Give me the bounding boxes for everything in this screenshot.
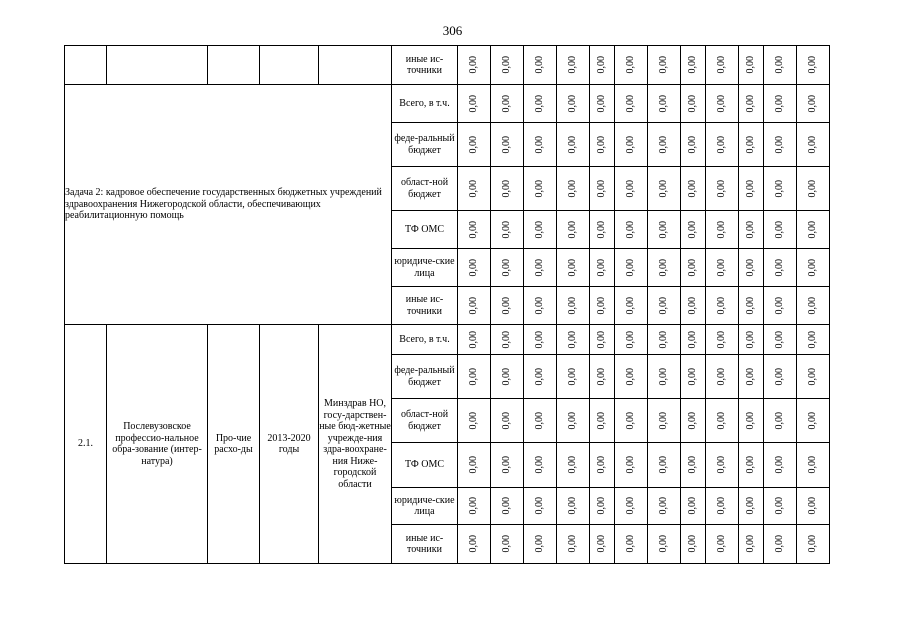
value-cell: 0,00 (739, 443, 764, 488)
value-cell: 0,00 (524, 123, 557, 167)
value-cell: 0,00 (590, 355, 615, 399)
source-label: иные ис-точники (392, 525, 458, 564)
value-cell: 0,00 (590, 211, 615, 249)
value-cell: 0,00 (681, 211, 706, 249)
value-cell: 0,00 (706, 488, 739, 525)
value-cell: 0,00 (524, 211, 557, 249)
value-cell: 0,00 (590, 399, 615, 443)
value-cell: 0,00 (681, 123, 706, 167)
value-cell: 0,00 (557, 525, 590, 564)
value-cell: 0,00 (764, 85, 797, 123)
item-expense-type: Про-чие расхо-ды (208, 325, 260, 564)
value-cell: 0,00 (681, 85, 706, 123)
value-cell: 0,00 (706, 525, 739, 564)
value-cell: 0,00 (491, 249, 524, 287)
source-label: феде-ральный бюджет (392, 123, 458, 167)
page-number: 306 (442, 23, 463, 38)
value-cell: 0,00 (615, 355, 648, 399)
value-cell: 0,00 (590, 443, 615, 488)
value-cell: 0,00 (491, 443, 524, 488)
value-cell: 0,00 (648, 123, 681, 167)
table-row (65, 325, 830, 355)
value-cell: 0,00 (615, 123, 648, 167)
value-cell: 0,00 (648, 85, 681, 123)
budget-table (64, 45, 830, 564)
value-cell: 0,00 (458, 46, 491, 85)
value-cell: 0,00 (681, 525, 706, 564)
value-cell: 0,00 (491, 488, 524, 525)
value-cell: 0,00 (615, 488, 648, 525)
value-cell: 0,00 (681, 488, 706, 525)
value-cell: 0,00 (739, 211, 764, 249)
value-cell: 0,00 (590, 325, 615, 355)
value-cell: 0,00 (590, 249, 615, 287)
value-cell: 0,00 (458, 85, 491, 123)
value-cell: 0,00 (739, 249, 764, 287)
item-period: 2013-2020 годы (260, 325, 319, 564)
value-cell: 0,00 (739, 123, 764, 167)
value-cell: 0,00 (615, 85, 648, 123)
value-cell: 0,00 (615, 325, 648, 355)
value-cell: 0,00 (681, 46, 706, 85)
value-cell: 0,00 (706, 46, 739, 85)
value-cell: 0,00 (524, 167, 557, 211)
value-cell: 0,00 (648, 488, 681, 525)
value-cell: 0,00 (491, 85, 524, 123)
value-cell: 0,00 (681, 287, 706, 325)
value-cell: 0,00 (681, 249, 706, 287)
value-cell: 0,00 (458, 287, 491, 325)
value-cell: 0,00 (458, 355, 491, 399)
value-cell: 0,00 (458, 488, 491, 525)
value-cell: 0,00 (458, 211, 491, 249)
value-cell: 0,00 (648, 249, 681, 287)
item-executor: Минздрав НО, госу-дарствен-ные бюд-жетные учрежде-ния здра-воохране-ния Ниже-городской области (319, 325, 392, 564)
source-label: иные ис-точники (392, 287, 458, 325)
value-cell: 0,00 (764, 123, 797, 167)
value-cell: 0,00 (524, 443, 557, 488)
value-cell: 0,00 (706, 211, 739, 249)
empty-cell (65, 46, 107, 85)
value-cell: 0,00 (706, 287, 739, 325)
source-label: феде-ральный бюджет (392, 355, 458, 399)
value-cell: 0,00 (797, 443, 830, 488)
value-cell: 0,00 (557, 211, 590, 249)
value-cell: 0,00 (648, 355, 681, 399)
value-cell: 0,00 (764, 211, 797, 249)
source-label: ТФ ОМС (392, 211, 458, 249)
value-cell: 0,00 (557, 399, 590, 443)
value-cell: 0,00 (524, 46, 557, 85)
value-cell: 0,00 (706, 123, 739, 167)
table-row (65, 46, 830, 85)
value-cell: 0,00 (648, 443, 681, 488)
value-cell: 0,00 (557, 325, 590, 355)
value-cell: 0,00 (557, 443, 590, 488)
value-cell: 0,00 (648, 287, 681, 325)
item-name: Послевузовское профессио-нальное обра-зование (интер-натура) (107, 325, 208, 564)
value-cell: 0,00 (557, 287, 590, 325)
value-cell: 0,00 (491, 399, 524, 443)
value-cell: 0,00 (764, 443, 797, 488)
value-cell: 0,00 (739, 167, 764, 211)
value-cell: 0,00 (524, 355, 557, 399)
value-cell: 0,00 (797, 488, 830, 525)
value-cell: 0,00 (458, 123, 491, 167)
value-cell: 0,00 (706, 399, 739, 443)
source-label: област-ной бюджет (392, 399, 458, 443)
value-cell: 0,00 (524, 399, 557, 443)
value-cell: 0,00 (557, 85, 590, 123)
value-cell: 0,00 (797, 355, 830, 399)
value-cell: 0,00 (524, 85, 557, 123)
value-cell: 0,00 (739, 46, 764, 85)
value-cell: 0,00 (681, 443, 706, 488)
source-label: юридиче-ские лица (392, 249, 458, 287)
value-cell: 0,00 (764, 46, 797, 85)
value-cell: 0,00 (491, 167, 524, 211)
value-cell: 0,00 (648, 325, 681, 355)
value-cell: 0,00 (557, 488, 590, 525)
source-label: Всего, в т.ч. (392, 325, 458, 355)
value-cell: 0,00 (739, 355, 764, 399)
value-cell: 0,00 (681, 167, 706, 211)
source-label: област-ной бюджет (392, 167, 458, 211)
task-heading: Задача 2: кадровое обеспечение государственных бюджетных учреждений здравоохранения Нижегородской области, обеспечивающих реабилитационную помощь (65, 85, 392, 325)
value-cell: 0,00 (491, 123, 524, 167)
value-cell: 0,00 (739, 488, 764, 525)
table-row (65, 85, 830, 123)
value-cell: 0,00 (458, 325, 491, 355)
value-cell: 0,00 (797, 399, 830, 443)
value-cell: 0,00 (648, 167, 681, 211)
value-cell: 0,00 (615, 249, 648, 287)
value-cell: 0,00 (491, 525, 524, 564)
value-cell: 0,00 (797, 287, 830, 325)
value-cell: 0,00 (764, 325, 797, 355)
value-cell: 0,00 (458, 525, 491, 564)
value-cell: 0,00 (764, 488, 797, 525)
value-cell: 0,00 (615, 525, 648, 564)
value-cell: 0,00 (739, 325, 764, 355)
value-cell: 0,00 (648, 525, 681, 564)
item-number: 2.1. (65, 325, 107, 564)
value-cell: 0,00 (524, 249, 557, 287)
value-cell: 0,00 (590, 85, 615, 123)
value-cell: 0,00 (590, 46, 615, 85)
value-cell: 0,00 (491, 211, 524, 249)
value-cell: 0,00 (648, 46, 681, 85)
value-cell: 0,00 (524, 287, 557, 325)
value-cell: 0,00 (491, 355, 524, 399)
empty-cell (107, 46, 208, 85)
value-cell: 0,00 (797, 211, 830, 249)
source-label: иные ис-точники (392, 46, 458, 85)
value-cell: 0,00 (764, 249, 797, 287)
value-cell: 0,00 (739, 287, 764, 325)
value-cell: 0,00 (615, 443, 648, 488)
value-cell: 0,00 (615, 167, 648, 211)
empty-cell (208, 46, 260, 85)
value-cell: 0,00 (590, 287, 615, 325)
value-cell: 0,00 (590, 167, 615, 211)
value-cell: 0,00 (491, 287, 524, 325)
value-cell: 0,00 (458, 249, 491, 287)
source-label: ТФ ОМС (392, 443, 458, 488)
source-label: юридиче-ские лица (392, 488, 458, 525)
value-cell: 0,00 (739, 85, 764, 123)
value-cell: 0,00 (557, 355, 590, 399)
value-cell: 0,00 (557, 123, 590, 167)
value-cell: 0,00 (557, 46, 590, 85)
value-cell: 0,00 (557, 167, 590, 211)
value-cell: 0,00 (706, 443, 739, 488)
value-cell: 0,00 (797, 525, 830, 564)
value-cell: 0,00 (739, 525, 764, 564)
value-cell: 0,00 (458, 443, 491, 488)
value-cell: 0,00 (524, 325, 557, 355)
value-cell: 0,00 (557, 249, 590, 287)
value-cell: 0,00 (458, 167, 491, 211)
source-label: Всего, в т.ч. (392, 85, 458, 123)
value-cell: 0,00 (590, 525, 615, 564)
value-cell: 0,00 (615, 211, 648, 249)
empty-cell (319, 46, 392, 85)
value-cell: 0,00 (524, 488, 557, 525)
value-cell: 0,00 (797, 249, 830, 287)
value-cell: 0,00 (681, 399, 706, 443)
value-cell: 0,00 (706, 325, 739, 355)
value-cell: 0,00 (681, 325, 706, 355)
value-cell: 0,00 (648, 211, 681, 249)
value-cell: 0,00 (590, 123, 615, 167)
value-cell: 0,00 (797, 85, 830, 123)
value-cell: 0,00 (797, 325, 830, 355)
value-cell: 0,00 (764, 167, 797, 211)
value-cell: 0,00 (491, 46, 524, 85)
value-cell: 0,00 (764, 399, 797, 443)
value-cell: 0,00 (764, 525, 797, 564)
value-cell: 0,00 (797, 123, 830, 167)
value-cell: 0,00 (797, 167, 830, 211)
value-cell: 0,00 (590, 488, 615, 525)
value-cell: 0,00 (764, 355, 797, 399)
value-cell: 0,00 (491, 325, 524, 355)
value-cell: 0,00 (739, 399, 764, 443)
empty-cell (260, 46, 319, 85)
value-cell: 0,00 (706, 85, 739, 123)
value-cell: 0,00 (764, 287, 797, 325)
value-cell: 0,00 (615, 399, 648, 443)
value-cell: 0,00 (797, 46, 830, 85)
value-cell: 0,00 (458, 399, 491, 443)
value-cell: 0,00 (648, 399, 681, 443)
value-cell: 0,00 (615, 46, 648, 85)
value-cell: 0,00 (706, 355, 739, 399)
value-cell: 0,00 (681, 355, 706, 399)
value-cell: 0,00 (615, 287, 648, 325)
value-cell: 0,00 (706, 167, 739, 211)
value-cell: 0,00 (706, 249, 739, 287)
value-cell: 0,00 (524, 525, 557, 564)
